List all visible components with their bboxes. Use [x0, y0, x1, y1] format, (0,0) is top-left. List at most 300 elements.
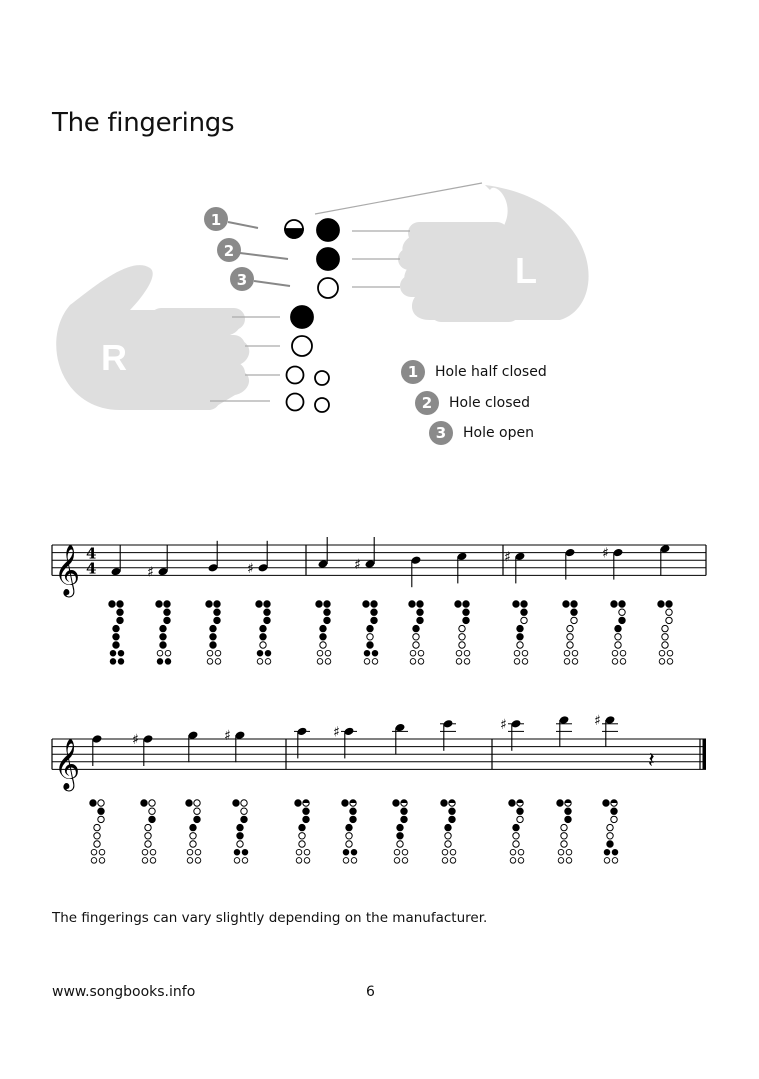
hole-open — [299, 841, 305, 847]
hole-closed — [160, 625, 166, 631]
note-f5 — [92, 734, 103, 766]
hole-open — [149, 808, 155, 814]
hole-closed — [320, 625, 326, 631]
hole-closed — [98, 808, 104, 814]
hole-closed — [351, 849, 357, 855]
hole-open — [513, 833, 519, 839]
hole-open — [190, 841, 196, 847]
hole-open — [514, 659, 520, 665]
hole-closed — [237, 833, 243, 839]
hole-open — [459, 642, 465, 648]
hole-open — [517, 642, 523, 648]
legend-badge-3: 3 — [429, 421, 453, 445]
hole-closed — [372, 650, 378, 656]
legend-item-open — [429, 421, 534, 445]
hole-closed — [350, 816, 356, 822]
hole-open — [615, 642, 621, 648]
hole-closed — [371, 617, 377, 623]
fingering-chart-g5 — [186, 800, 201, 863]
page-number: 6 — [366, 984, 375, 1000]
hole-open — [611, 816, 617, 822]
fingering-chart-d-sharp6 — [603, 800, 618, 863]
hole-closed — [260, 625, 266, 631]
hole-closed — [346, 824, 352, 830]
hole-r4b — [315, 398, 329, 412]
hole-open — [620, 650, 626, 656]
fingering-chart-a-sharp4 — [363, 601, 378, 664]
hole-open — [397, 841, 403, 847]
hole-open — [145, 833, 151, 839]
hole-closed — [157, 659, 163, 665]
hole-open — [413, 634, 419, 640]
hole-closed — [260, 634, 266, 640]
hole-closed — [463, 609, 469, 615]
sharp-icon: ♯ — [224, 728, 231, 745]
legend-label-half-closed: Hole half closed — [435, 364, 547, 380]
hole-open — [145, 841, 151, 847]
hole-open — [190, 833, 196, 839]
hole-open — [187, 849, 193, 855]
hole-open — [99, 849, 105, 855]
hole-open — [241, 808, 247, 814]
hole-open — [215, 659, 221, 665]
hole-closed — [164, 601, 170, 607]
hole-open — [522, 659, 528, 665]
hole-open — [571, 617, 577, 623]
hole-open — [145, 824, 151, 830]
hole-open — [510, 849, 516, 855]
hole-open — [142, 858, 148, 864]
quarter-rest-icon: 𝄽 — [648, 748, 655, 774]
fingering-chart-f-sharp5 — [141, 800, 156, 863]
hole-open — [666, 617, 672, 623]
hole-open — [612, 858, 618, 864]
hole-closed — [110, 659, 116, 665]
fingering-chart-f-sharp4 — [156, 601, 171, 664]
hole-r1 — [291, 306, 313, 328]
fingering-chart-c-sharp6 — [509, 800, 524, 863]
hole-open — [149, 800, 155, 806]
hole-closed — [257, 650, 263, 656]
thumb-hole — [557, 800, 563, 806]
hole-r3a — [287, 367, 304, 384]
hole-open — [612, 650, 618, 656]
right-hand-label: R — [101, 337, 127, 378]
hole-open — [150, 858, 156, 864]
legend-badge-2: 2 — [415, 391, 439, 415]
hole-closed — [210, 634, 216, 640]
callout-3 — [230, 267, 254, 291]
hole-open — [418, 650, 424, 656]
hole-closed — [463, 617, 469, 623]
hole-closed — [234, 849, 240, 855]
legend-label-open: Hole open — [463, 425, 534, 441]
thumb-hole — [109, 601, 115, 607]
hole-open — [445, 833, 451, 839]
hole-open — [514, 650, 520, 656]
callout-3-text: 3 — [236, 271, 248, 289]
hole-open — [187, 858, 193, 864]
hole-closed — [615, 625, 621, 631]
hole-open — [296, 858, 302, 864]
hole-open — [662, 625, 668, 631]
hole-open — [450, 858, 456, 864]
hole-open — [561, 841, 567, 847]
hole-closed — [324, 609, 330, 615]
thumb-hole — [509, 800, 515, 806]
hole-closed — [513, 824, 519, 830]
hole-closed — [364, 650, 370, 656]
hole-open — [459, 634, 465, 640]
hole-open — [346, 833, 352, 839]
staff-2 — [52, 713, 706, 863]
hole-open — [402, 858, 408, 864]
hole-open — [567, 642, 573, 648]
hole-open — [450, 849, 456, 855]
hole-closed — [371, 601, 377, 607]
hole-closed — [612, 849, 618, 855]
hole-open — [304, 849, 310, 855]
hole-open — [410, 650, 416, 656]
diagram-holes — [285, 219, 339, 412]
hole-closed — [417, 609, 423, 615]
hole-open — [662, 642, 668, 648]
thumb-hole — [658, 601, 664, 607]
hole-closed — [521, 601, 527, 607]
hole-closed — [113, 642, 119, 648]
hole-open — [459, 625, 465, 631]
hole-open — [517, 816, 523, 822]
hole-closed — [190, 824, 196, 830]
hole-closed — [265, 650, 271, 656]
hole-closed — [371, 609, 377, 615]
hole-closed — [165, 659, 171, 665]
fingering-chart-a4 — [316, 601, 331, 664]
hole-closed — [194, 816, 200, 822]
hole-closed — [607, 841, 613, 847]
hole-open — [194, 800, 200, 806]
note-g-sharp5 — [224, 728, 245, 762]
legend-label-closed: Hole closed — [449, 395, 530, 411]
hole-closed — [264, 617, 270, 623]
hole-open — [572, 659, 578, 665]
thumb-hole — [441, 800, 447, 806]
sharp-icon: ♯ — [354, 557, 361, 573]
left-hand-label: L — [515, 250, 537, 291]
hole-closed — [164, 609, 170, 615]
thumb-hole — [611, 601, 617, 607]
hole-open — [242, 858, 248, 864]
hole-closed — [118, 659, 124, 665]
hole-open — [612, 659, 618, 665]
thumb-hole — [513, 601, 519, 607]
hole-r3b — [315, 371, 329, 385]
hole-open — [257, 659, 263, 665]
thumb-hole — [141, 800, 147, 806]
hole-closed — [110, 650, 116, 656]
hole-open — [445, 841, 451, 847]
fingering-chart-d6 — [557, 800, 572, 863]
hole-open — [567, 634, 573, 640]
hole-open — [659, 650, 665, 656]
sharp-icon: ♯ — [594, 713, 601, 729]
hole-l2 — [317, 248, 339, 270]
hole-closed — [118, 650, 124, 656]
hole-closed — [149, 816, 155, 822]
hole-open — [607, 824, 613, 830]
treble-clef-icon: 𝄞 — [54, 738, 81, 790]
hole-open — [207, 650, 213, 656]
hole-open — [241, 800, 247, 806]
final-barline-thick — [703, 739, 707, 769]
hole-closed — [117, 601, 123, 607]
thumb-hole — [295, 800, 301, 806]
hole-closed — [241, 816, 247, 822]
sharp-icon: ♯ — [132, 732, 139, 748]
hole-closed — [299, 824, 305, 830]
hole-closed — [164, 617, 170, 623]
hole-closed — [449, 816, 455, 822]
hole-open — [94, 841, 100, 847]
fingering-chart-b5 — [393, 800, 408, 863]
hole-open — [195, 849, 201, 855]
hole-open — [91, 849, 97, 855]
hole-open — [237, 841, 243, 847]
legend-item-closed — [415, 391, 530, 415]
hole-open — [418, 659, 424, 665]
hole-closed — [619, 601, 625, 607]
hole-closed — [264, 601, 270, 607]
hole-closed — [160, 634, 166, 640]
note-a5 — [294, 727, 310, 759]
fingering-chart-d-sharp5 — [611, 601, 626, 664]
hole-open — [260, 642, 266, 648]
footer-website: www.songbooks.info — [52, 984, 196, 1000]
sharp-icon: ♯ — [500, 716, 507, 733]
page-title: The fingerings — [52, 108, 235, 138]
hole-closed — [343, 849, 349, 855]
hole-open — [91, 858, 97, 864]
fingering-chart-d5 — [563, 601, 578, 664]
thumb-hole — [316, 601, 322, 607]
hole-open — [346, 841, 352, 847]
hole-open — [513, 841, 519, 847]
hole-closed — [210, 642, 216, 648]
thumb-hole — [409, 601, 415, 607]
hole-open — [522, 650, 528, 656]
hole-open — [296, 849, 302, 855]
hole-open — [464, 650, 470, 656]
thumb-hole — [256, 601, 262, 607]
note-g-sharp4 — [247, 541, 268, 577]
hole-closed — [417, 601, 423, 607]
hole-closed — [320, 634, 326, 640]
fingering-chart-a-sharp5 — [342, 800, 357, 863]
hole-open — [343, 858, 349, 864]
hole-open — [402, 849, 408, 855]
hole-closed — [517, 634, 523, 640]
fingering-chart-c6 — [441, 800, 456, 863]
note-b4 — [411, 555, 422, 587]
hole-closed — [160, 642, 166, 648]
hole-closed — [413, 625, 419, 631]
hole-closed — [666, 601, 672, 607]
note-g4 — [208, 541, 219, 573]
hole-closed — [565, 808, 571, 814]
hole-open — [456, 659, 462, 665]
legend-item-half-closed — [401, 360, 547, 384]
hole-open — [413, 642, 419, 648]
hole-open — [325, 650, 331, 656]
hole-open — [662, 634, 668, 640]
hole-open — [94, 833, 100, 839]
hole-open — [561, 833, 567, 839]
note-d6 — [556, 715, 572, 747]
treble-clef-icon: 𝄞 — [54, 544, 81, 596]
hole-closed — [571, 601, 577, 607]
hole-open — [364, 659, 370, 665]
hole-open — [558, 858, 564, 864]
hole-open — [521, 617, 527, 623]
left-hand-graphic — [398, 185, 589, 322]
thumb-hole — [186, 800, 192, 806]
hole-closed — [445, 824, 451, 830]
hole-open — [94, 824, 100, 830]
hole-closed — [237, 824, 243, 830]
hole-open — [510, 858, 516, 864]
fingering-chart-c-sharp5 — [513, 601, 528, 664]
hole-open — [99, 858, 105, 864]
hole-closed — [367, 625, 373, 631]
hole-open — [394, 858, 400, 864]
hole-closed — [401, 808, 407, 814]
hole-open — [98, 816, 104, 822]
hole-l3 — [318, 278, 338, 298]
fingering-chart-g4 — [206, 601, 221, 664]
hole-open — [518, 849, 524, 855]
callout-1 — [204, 207, 228, 231]
hole-closed — [571, 609, 577, 615]
hole-open — [207, 659, 213, 665]
hole-open — [142, 849, 148, 855]
hole-open — [165, 650, 171, 656]
sharp-icon: ♯ — [247, 560, 254, 577]
hole-closed — [604, 849, 610, 855]
hole-closed — [210, 625, 216, 631]
hole-closed — [397, 824, 403, 830]
hole-thumb — [317, 219, 339, 241]
hole-open — [194, 808, 200, 814]
hole-open — [150, 849, 156, 855]
hole-open — [317, 659, 323, 665]
hole-closed — [214, 601, 220, 607]
hole-closed — [117, 609, 123, 615]
sharp-icon: ♯ — [147, 564, 154, 581]
hole-closed — [214, 609, 220, 615]
hole-open — [442, 849, 448, 855]
hole-open — [320, 642, 326, 648]
note-c-sharp6 — [500, 717, 524, 751]
thumb-hole — [563, 601, 569, 607]
sharp-icon: ♯ — [602, 545, 609, 562]
hole-open — [566, 849, 572, 855]
hole-open — [558, 849, 564, 855]
hole-closed — [517, 625, 523, 631]
hole-open — [98, 800, 104, 806]
thumb-hole — [393, 800, 399, 806]
hole-closed — [417, 617, 423, 623]
hole-open — [564, 659, 570, 665]
hole-open — [265, 659, 271, 665]
fingering-chart-f4 — [109, 601, 124, 664]
hole-open — [464, 659, 470, 665]
hole-closed — [521, 609, 527, 615]
hole-open — [372, 659, 378, 665]
note-d-sharp5 — [602, 546, 623, 580]
hole-closed — [449, 808, 455, 814]
hole-closed — [324, 601, 330, 607]
hole-r2 — [292, 336, 312, 356]
time-signature-top: 4 — [86, 544, 97, 563]
hole-open — [572, 650, 578, 656]
hole-open — [299, 833, 305, 839]
hole-open — [666, 609, 672, 615]
hole-closed — [117, 617, 123, 623]
fingering-chart-c5 — [455, 601, 470, 664]
hole-open — [615, 634, 621, 640]
hole-open — [620, 659, 626, 665]
hole-closed — [367, 642, 373, 648]
hole-open — [456, 650, 462, 656]
hole-closed — [113, 625, 119, 631]
fingering-chart-f5 — [90, 800, 105, 863]
legend-badge-1: 1 — [401, 360, 425, 384]
thumb-hole — [206, 601, 212, 607]
hole-open — [394, 849, 400, 855]
hole-open — [564, 650, 570, 656]
hole-half-closed-example — [285, 220, 303, 238]
hole-closed — [611, 808, 617, 814]
thumb-hole — [342, 800, 348, 806]
hole-closed — [242, 849, 248, 855]
callout-2 — [217, 238, 241, 262]
hole-open — [619, 609, 625, 615]
sharp-icon: ♯ — [333, 724, 340, 741]
hole-closed — [565, 816, 571, 822]
note-a-sharp5 — [333, 724, 357, 758]
hole-r4a — [287, 394, 304, 411]
callout-1-text: 1 — [210, 211, 222, 229]
hole-open — [234, 858, 240, 864]
hole-open — [157, 650, 163, 656]
hole-closed — [350, 808, 356, 814]
hole-open — [367, 634, 373, 640]
note-d5 — [565, 548, 576, 580]
note-d-sharp6 — [594, 713, 618, 747]
hole-closed — [113, 634, 119, 640]
hole-closed — [463, 601, 469, 607]
hole-closed — [324, 617, 330, 623]
hole-open — [567, 625, 573, 631]
hole-open — [325, 659, 331, 665]
hole-open — [215, 650, 221, 656]
note-c-sharp5 — [504, 549, 525, 583]
thumb-hole — [363, 601, 369, 607]
hole-open — [195, 858, 201, 864]
fingering-chart-e5 — [658, 601, 673, 664]
time-signature-bottom: 4 — [86, 559, 97, 578]
right-hand-graphic — [56, 265, 249, 410]
